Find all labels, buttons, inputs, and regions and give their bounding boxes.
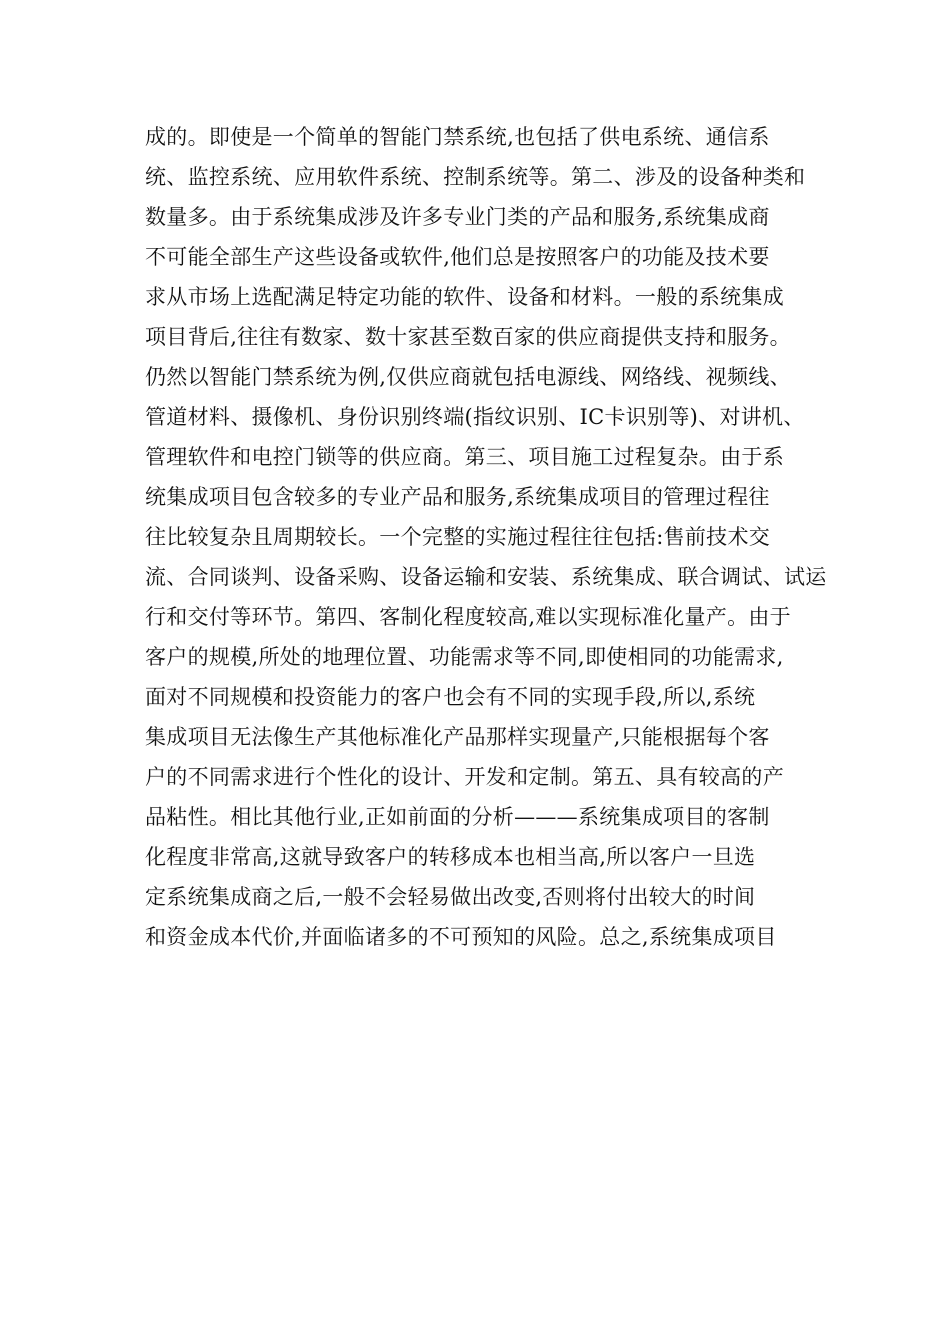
- text-line: 品粘性。相比其他行业,正如前面的分析———系统集成项目的客制: [145, 805, 770, 829]
- text-line: 数量多。由于系统集成涉及许多专业门类的产品和服务,系统集成商: [145, 205, 770, 229]
- text-line: 求从市场上选配满足特定功能的软件、设备和材料。一般的系统集成: [145, 285, 784, 309]
- text-line: 仍然以智能门禁系统为例,仅供应商就包括电源线、网络线、视频线、: [145, 365, 791, 389]
- text-line: 和资金成本代价,并面临诸多的不可预知的风险。总之,系统集成项目: [145, 925, 777, 949]
- text-line: 行和交付等环节。第四、客制化程度较高,难以实现标准化量产。由于: [145, 605, 791, 629]
- text-line: 项目背后,往往有数家、数十家甚至数百家的供应商提供支持和服务。: [145, 325, 791, 349]
- text-line: 管道材料、摄像机、身份识别终端(指纹识别、IC卡识别等)、对讲机、: [145, 405, 805, 429]
- text-line: 成的。即使是一个简单的智能门禁系统,也包括了供电系统、通信系: [145, 125, 770, 149]
- text-line: 管理软件和电控门锁等的供应商。第三、项目施工过程复杂。由于系: [145, 445, 784, 469]
- text-line: 统集成项目包含较多的专业产品和服务,系统集成项目的管理过程往: [145, 485, 770, 509]
- text-line: 面对不同规模和投资能力的客户也会有不同的实现手段,所以,系统: [145, 685, 756, 709]
- text-line: 往比较复杂且周期较长。一个完整的实施过程往往包括:售前技术交: [145, 525, 771, 549]
- text-line: 统、监控系统、应用软件系统、控制系统等。第二、涉及的设备种类和: [145, 165, 806, 189]
- text-line: 不可能全部生产这些设备或软件,他们总是按照客户的功能及技术要: [145, 245, 770, 269]
- body-paragraph: [145, 117, 825, 957]
- text-line: 流、合同谈判、设备采购、设备运输和安装、系统集成、联合调试、试运: [145, 565, 827, 589]
- text-line: 户的不同需求进行个性化的设计、开发和定制。第五、具有较高的产: [145, 765, 784, 789]
- text-line: 定系统集成商之后,一般不会轻易做出改变,否则将付出较大的时间: [145, 885, 756, 909]
- text-line: 客户的规模,所处的地理位置、功能需求等不同,即使相同的功能需求,: [145, 645, 784, 669]
- text-line: 化程度非常高,这就导致客户的转移成本也相当高,所以客户一旦选: [145, 845, 756, 869]
- text-line: 集成项目无法像生产其他标准化产品那样实现量产,只能根据每个客: [145, 725, 770, 749]
